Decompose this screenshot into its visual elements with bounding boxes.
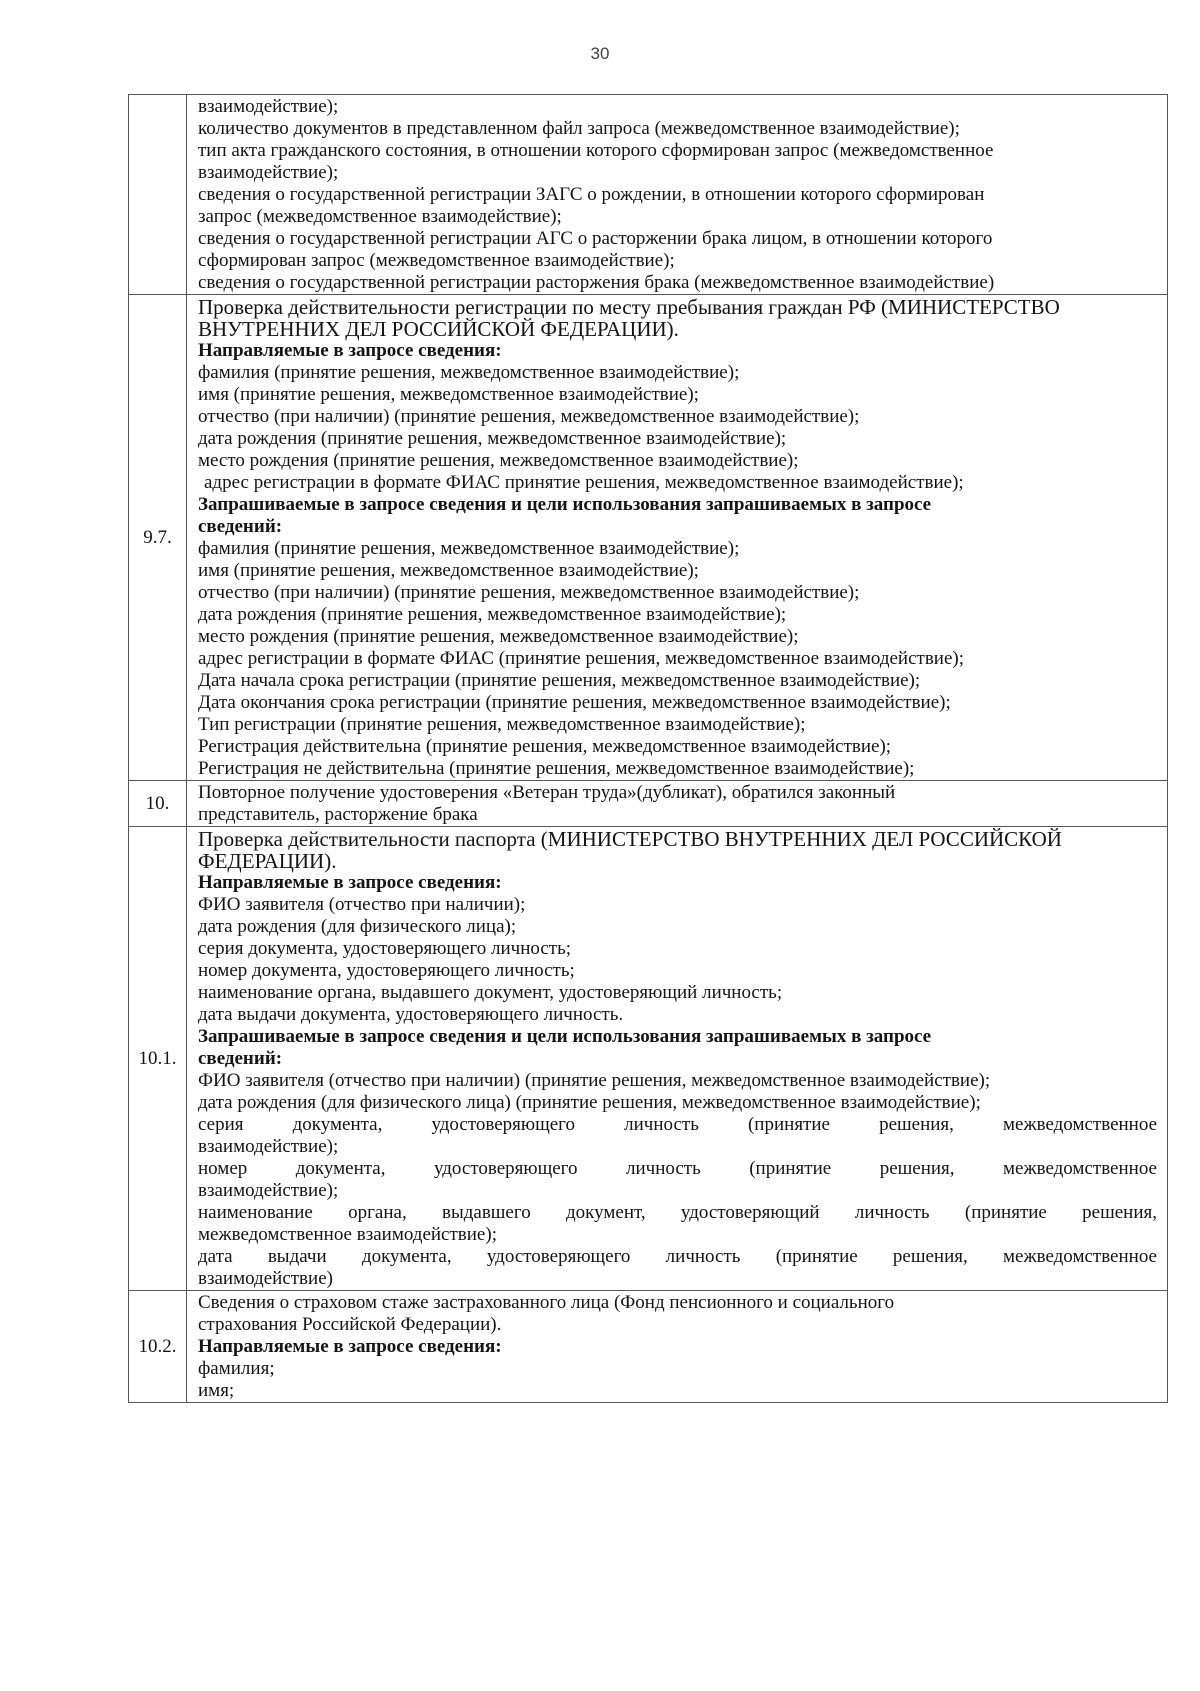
requested-item: Тип регистрации (принятие решения, межведомственное взаимодействие); [198, 714, 806, 735]
requested-item: адрес регистрации в формате ФИАС (принятие решения, межведомственное взаимодействие); [198, 648, 965, 669]
row-number: 10.2. [129, 1291, 187, 1403]
requested-item: взаимодействие) [198, 1268, 333, 1289]
requested-item: взаимодействие); [198, 1136, 339, 1157]
table-row [129, 95, 1168, 295]
section-title-line: Сведения о страховом стаже застрахованного лица (Фонд пенсионного и социального [198, 1292, 895, 1313]
sent-heading: Направляемые в запросе сведения: [198, 340, 502, 361]
section-title-line: ВНУТРЕННИХ ДЕЛ РОССИЙСКОЙ ФЕДЕРАЦИИ). [198, 317, 679, 341]
text-line: сведения о государственной регистрации АГС о расторжении брака лицом, в отношении которого [198, 228, 993, 249]
row-number: 9.7. [129, 295, 187, 781]
requested-item: взаимодействие); [198, 1180, 339, 1201]
row-content [187, 827, 1168, 1291]
requested-item: Дата начала срока регистрации (принятие решения, межведомственное взаимодействие); [198, 670, 921, 691]
sent-item: дата рождения (принятие решения, межведомственное взаимодействие); [198, 428, 787, 449]
sent-item: ФИО заявителя (отчество при наличии); [198, 894, 526, 915]
requested-heading: Запрашиваемые в запросе сведения и цели использования запрашиваемых в запросе [198, 1026, 932, 1047]
text-line: сведения о государственной регистрации ЗАГС о рождении, в отношении которого сформирован [198, 184, 985, 205]
text-line: тип акта гражданского состояния, в отношении которого сформирован запрос (межведомственное [198, 140, 994, 161]
sent-item: наименование органа, выдавшего документ, удостоверяющий личность; [198, 982, 783, 1003]
sent-item: отчество (при наличии) (принятие решения, межведомственное взаимодействие); [198, 406, 860, 427]
requested-item: дата рождения (принятие решения, межведомственное взаимодействие); [198, 604, 787, 625]
row-content [187, 781, 1168, 827]
requested-item: имя (принятие решения, межведомственное взаимодействие); [198, 560, 699, 581]
sent-item: адрес регистрации в формате ФИАС принятие решения, межведомственное взаимодействие); [204, 472, 964, 493]
document-table [128, 94, 1168, 1403]
text-line: представитель, расторжение брака [198, 804, 478, 825]
sent-item: серия документа, удостоверяющего личность; [198, 938, 572, 959]
row-number: 10.1. [129, 827, 187, 1291]
requested-heading: сведений: [198, 1048, 283, 1069]
requested-item: Регистрация не действительна (принятие решения, межведомственное взаимодействие); [198, 758, 915, 779]
table-row [129, 781, 1168, 827]
row-number [129, 95, 187, 295]
requested-item: межведомственное взаимодействие); [198, 1224, 497, 1245]
text-line: сведения о государственной регистрации расторжения брака (межведомственное взаимодействие) [198, 272, 995, 293]
requested-item: дата рождения (для физического лица) (принятие решения, межведомственное взаимодействие); [198, 1092, 981, 1113]
text-line: взаимодействие); [198, 162, 339, 183]
requested-item: отчество (при наличии) (принятие решения, межведомственное взаимодействие); [198, 582, 860, 603]
row-content [187, 295, 1168, 781]
sent-heading: Направляемые в запросе сведения: [198, 1336, 502, 1357]
text-line: взаимодействие); [198, 96, 339, 117]
text-line: сформирован запрос (межведомственное взаимодействие); [198, 250, 675, 271]
sent-item: место рождения (принятие решения, межведомственное взаимодействие); [198, 450, 799, 471]
requested-item: наименование органа, выдавшего документ, удостоверяющий личность (принятие решения, [198, 1202, 1157, 1223]
table-row [129, 295, 1168, 781]
sent-item: фамилия (принятие решения, межведомственное взаимодействие); [198, 362, 740, 383]
sent-item: фамилия; [198, 1358, 275, 1379]
sent-heading: Направляемые в запросе сведения: [198, 872, 502, 893]
section-title-line: Проверка действительности регистрации по месту пребывания граждан РФ (МИНИСТЕРСТВО [198, 295, 1060, 319]
text-line: запрос (межведомственное взаимодействие); [198, 206, 562, 227]
text-line: Повторное получение удостоверения «Ветеран труда»(дубликат), обратился законный [198, 782, 896, 803]
sent-item: номер документа, удостоверяющего личность; [198, 960, 575, 981]
requested-item: Регистрация действительна (принятие решения, межведомственное взаимодействие); [198, 736, 892, 757]
row-content [187, 95, 1168, 295]
section-title-line: ФЕДЕРАЦИИ). [198, 849, 337, 873]
sent-item: дата рождения (для физического лица); [198, 916, 517, 937]
sent-item: дата выдачи документа, удостоверяющего личность. [198, 1004, 624, 1025]
requested-heading: сведений: [198, 516, 283, 537]
table-row [129, 827, 1168, 1291]
sent-item: имя (принятие решения, межведомственное взаимодействие); [198, 384, 699, 405]
table-row [129, 1291, 1168, 1403]
text-line: количество документов в представленном файл запроса (межведомственное взаимодействие); [198, 118, 960, 139]
row-content [187, 1291, 1168, 1403]
requested-item: Дата окончания срока регистрации (принятие решения, межведомственное взаимодействие); [198, 692, 951, 713]
requested-heading: Запрашиваемые в запросе сведения и цели использования запрашиваемых в запросе [198, 494, 932, 515]
requested-item: дата выдачи документа, удостоверяющего личность (принятие решения, межведомственное [198, 1246, 1157, 1267]
requested-item: фамилия (принятие решения, межведомственное взаимодействие); [198, 538, 740, 559]
requested-item: место рождения (принятие решения, межведомственное взаимодействие); [198, 626, 799, 647]
page-number: 30 [590, 44, 610, 63]
section-title-line: страхования Российской Федерации). [198, 1314, 502, 1335]
requested-item: серия документа, удостоверяющего личность (принятие решения, межведомственное [198, 1114, 1157, 1135]
requested-item: ФИО заявителя (отчество при наличии) (принятие решения, межведомственное взаимодействие); [198, 1070, 991, 1091]
row-number: 10. [129, 781, 187, 827]
requested-item: номер документа, удостоверяющего личность (принятие решения, межведомственное [198, 1158, 1157, 1179]
section-title-line: Проверка действительности паспорта (МИНИСТЕРСТВО ВНУТРЕННИХ ДЕЛ РОССИЙСКОЙ [198, 827, 1062, 851]
sent-item: имя; [198, 1380, 235, 1401]
